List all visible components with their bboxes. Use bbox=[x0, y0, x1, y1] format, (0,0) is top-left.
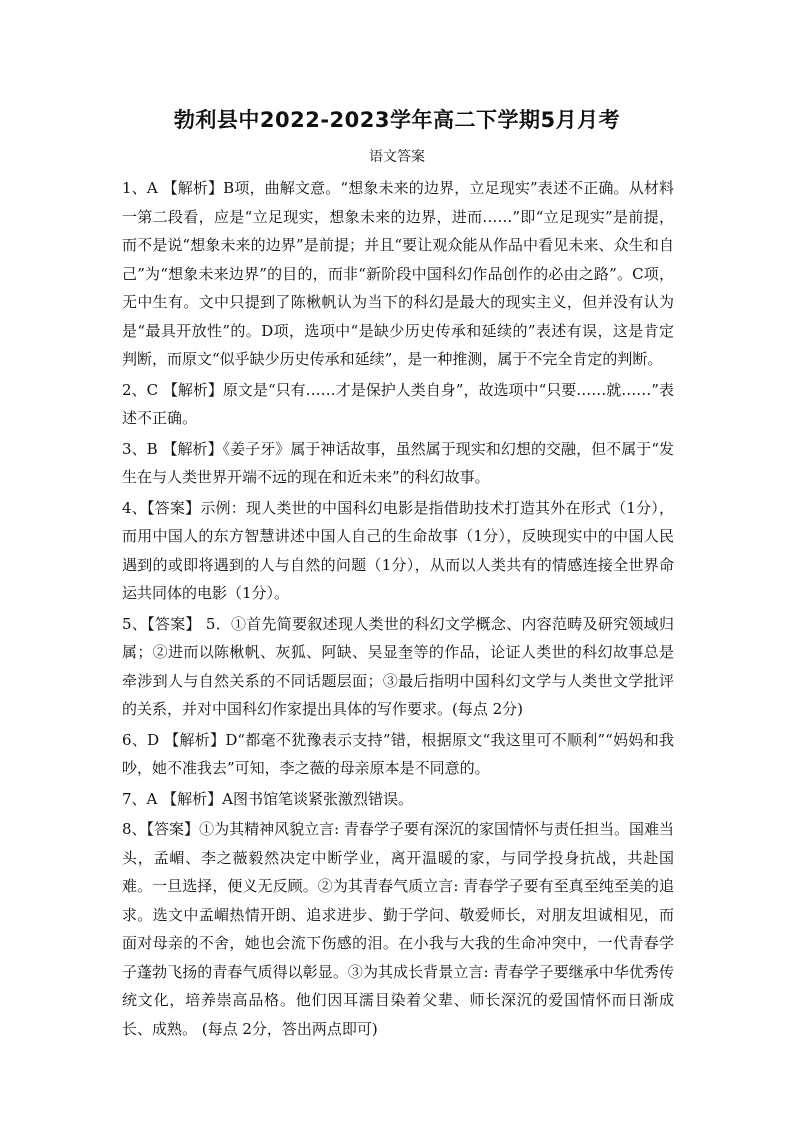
answer-text: 7、A 【解析】A图书馆笔谈紧张激烈错误。 bbox=[122, 789, 413, 808]
answer-item-1 bbox=[122, 174, 674, 374]
answer-item-8 bbox=[122, 815, 674, 1043]
answer-text: 4、【答案】示例：现人类世的中国科幻电影是指借助技术打造其外在形式（1分），而用中国人的东方智慧讲述中国人自己的生命故事（1分），反映现实中的中国人民遇到的或即将遇到的人与自然的问题（1分），从而以人类共有的情感连接全世界命运共同体的电影（1分）。 bbox=[122, 498, 674, 602]
answer-item-2 bbox=[122, 376, 674, 433]
answer-text: 3、B 【解析】《姜子牙》属于神话故事，虽然属于现实和幻想的交融，但不属于“发生在与人类世界开端不远的现在和近未来”的科幻故事。 bbox=[122, 439, 674, 486]
answer-item-5 bbox=[122, 610, 674, 724]
answer-text: 6、D 【解析】D“都毫不犹豫表示支持”错，根据原文“我这里可不顺利”“妈妈和我吵，她不准我去”可知，李之薇的母亲原本是不同意的。 bbox=[122, 730, 674, 777]
answer-item-3 bbox=[122, 435, 674, 492]
page-subtitle: 语文答案 bbox=[369, 149, 425, 165]
answer-item-4 bbox=[122, 494, 674, 608]
page-title: 勃利县中2022-2023学年高二下学期5月月考 bbox=[173, 108, 621, 132]
answer-list bbox=[122, 174, 674, 1045]
answer-item-6 bbox=[122, 726, 674, 783]
answer-text: 5、【答案】 5．①首先简要叙述现人类世的科幻文学概念、内容范畴及研究领域归属；②进而以陈楸帆、灰狐、阿缺、吴显奎等的作品，论证人类世的科幻故事总是牵涉到人与自然关系的不同话题层面；③最后指明中国科幻文学与人类世文学批评的关系，并对中国科幻作家提出具体的写作要求。(每点 2分) bbox=[122, 614, 674, 718]
answer-text: 2、C 【解析】原文是“只有……才是保护人类自身”，故选项中“只要……就……”表述不正确。 bbox=[122, 380, 674, 427]
answer-text: 8、【答案】①为其精神风貌立言: 青春学子要有深沉的家国情怀与责任担当。国难当头，孟嵋、李之薇毅然决定中断学业，离开温暖的家，与同学投身抗战，共赴国难。一旦选择，便义无反顾。②为其青春气质立言: 青春学子要有至真至纯至美的追求。选文中孟嵋热情开朗、追求进步、勤于学问、敬爱师长，对朋友坦诚相见，而面对母亲的不舍，她也会流下伤感的泪。在小我与大我的生命冲突中，一代青春学子蓬勃飞扬的青春气质得以彰显。③为其成长背景立言: 青春学子要继承中华优秀传统文化，培养崇高品格。他们因耳濡目染着父辈、师长深沉的爱国情怀而日渐成长、成熟。 (每点 2分，答出两点即可) bbox=[122, 820, 674, 1038]
answer-item-7 bbox=[122, 785, 674, 814]
answer-text: 1、A 【解析】B项，曲解文意。“想象未来的边界，立足现实”表述不正确。从材料一第二段看，应是“立足现实，想象未来的边界，进而……”即“立足现实”是前提，而不是说“想象未来的边界”是前提；并且“要让观众能从作品中看见未来、众生和自己”为“想象未来边界”的目的，而非“新阶段中国科幻作品创作的必由之路”。C项，无中生有。文中只提到了陈楸帆认为当下的科幻是最大的现实主义，但并没有认为是“最具开放性”的。D项，选项中“是缺少历史传承和延续的”表述有误，这是肯定判断，而原文“似乎缺少历史传承和延续”，是一种推测，属于不完全肯定的判断。 bbox=[122, 179, 674, 368]
